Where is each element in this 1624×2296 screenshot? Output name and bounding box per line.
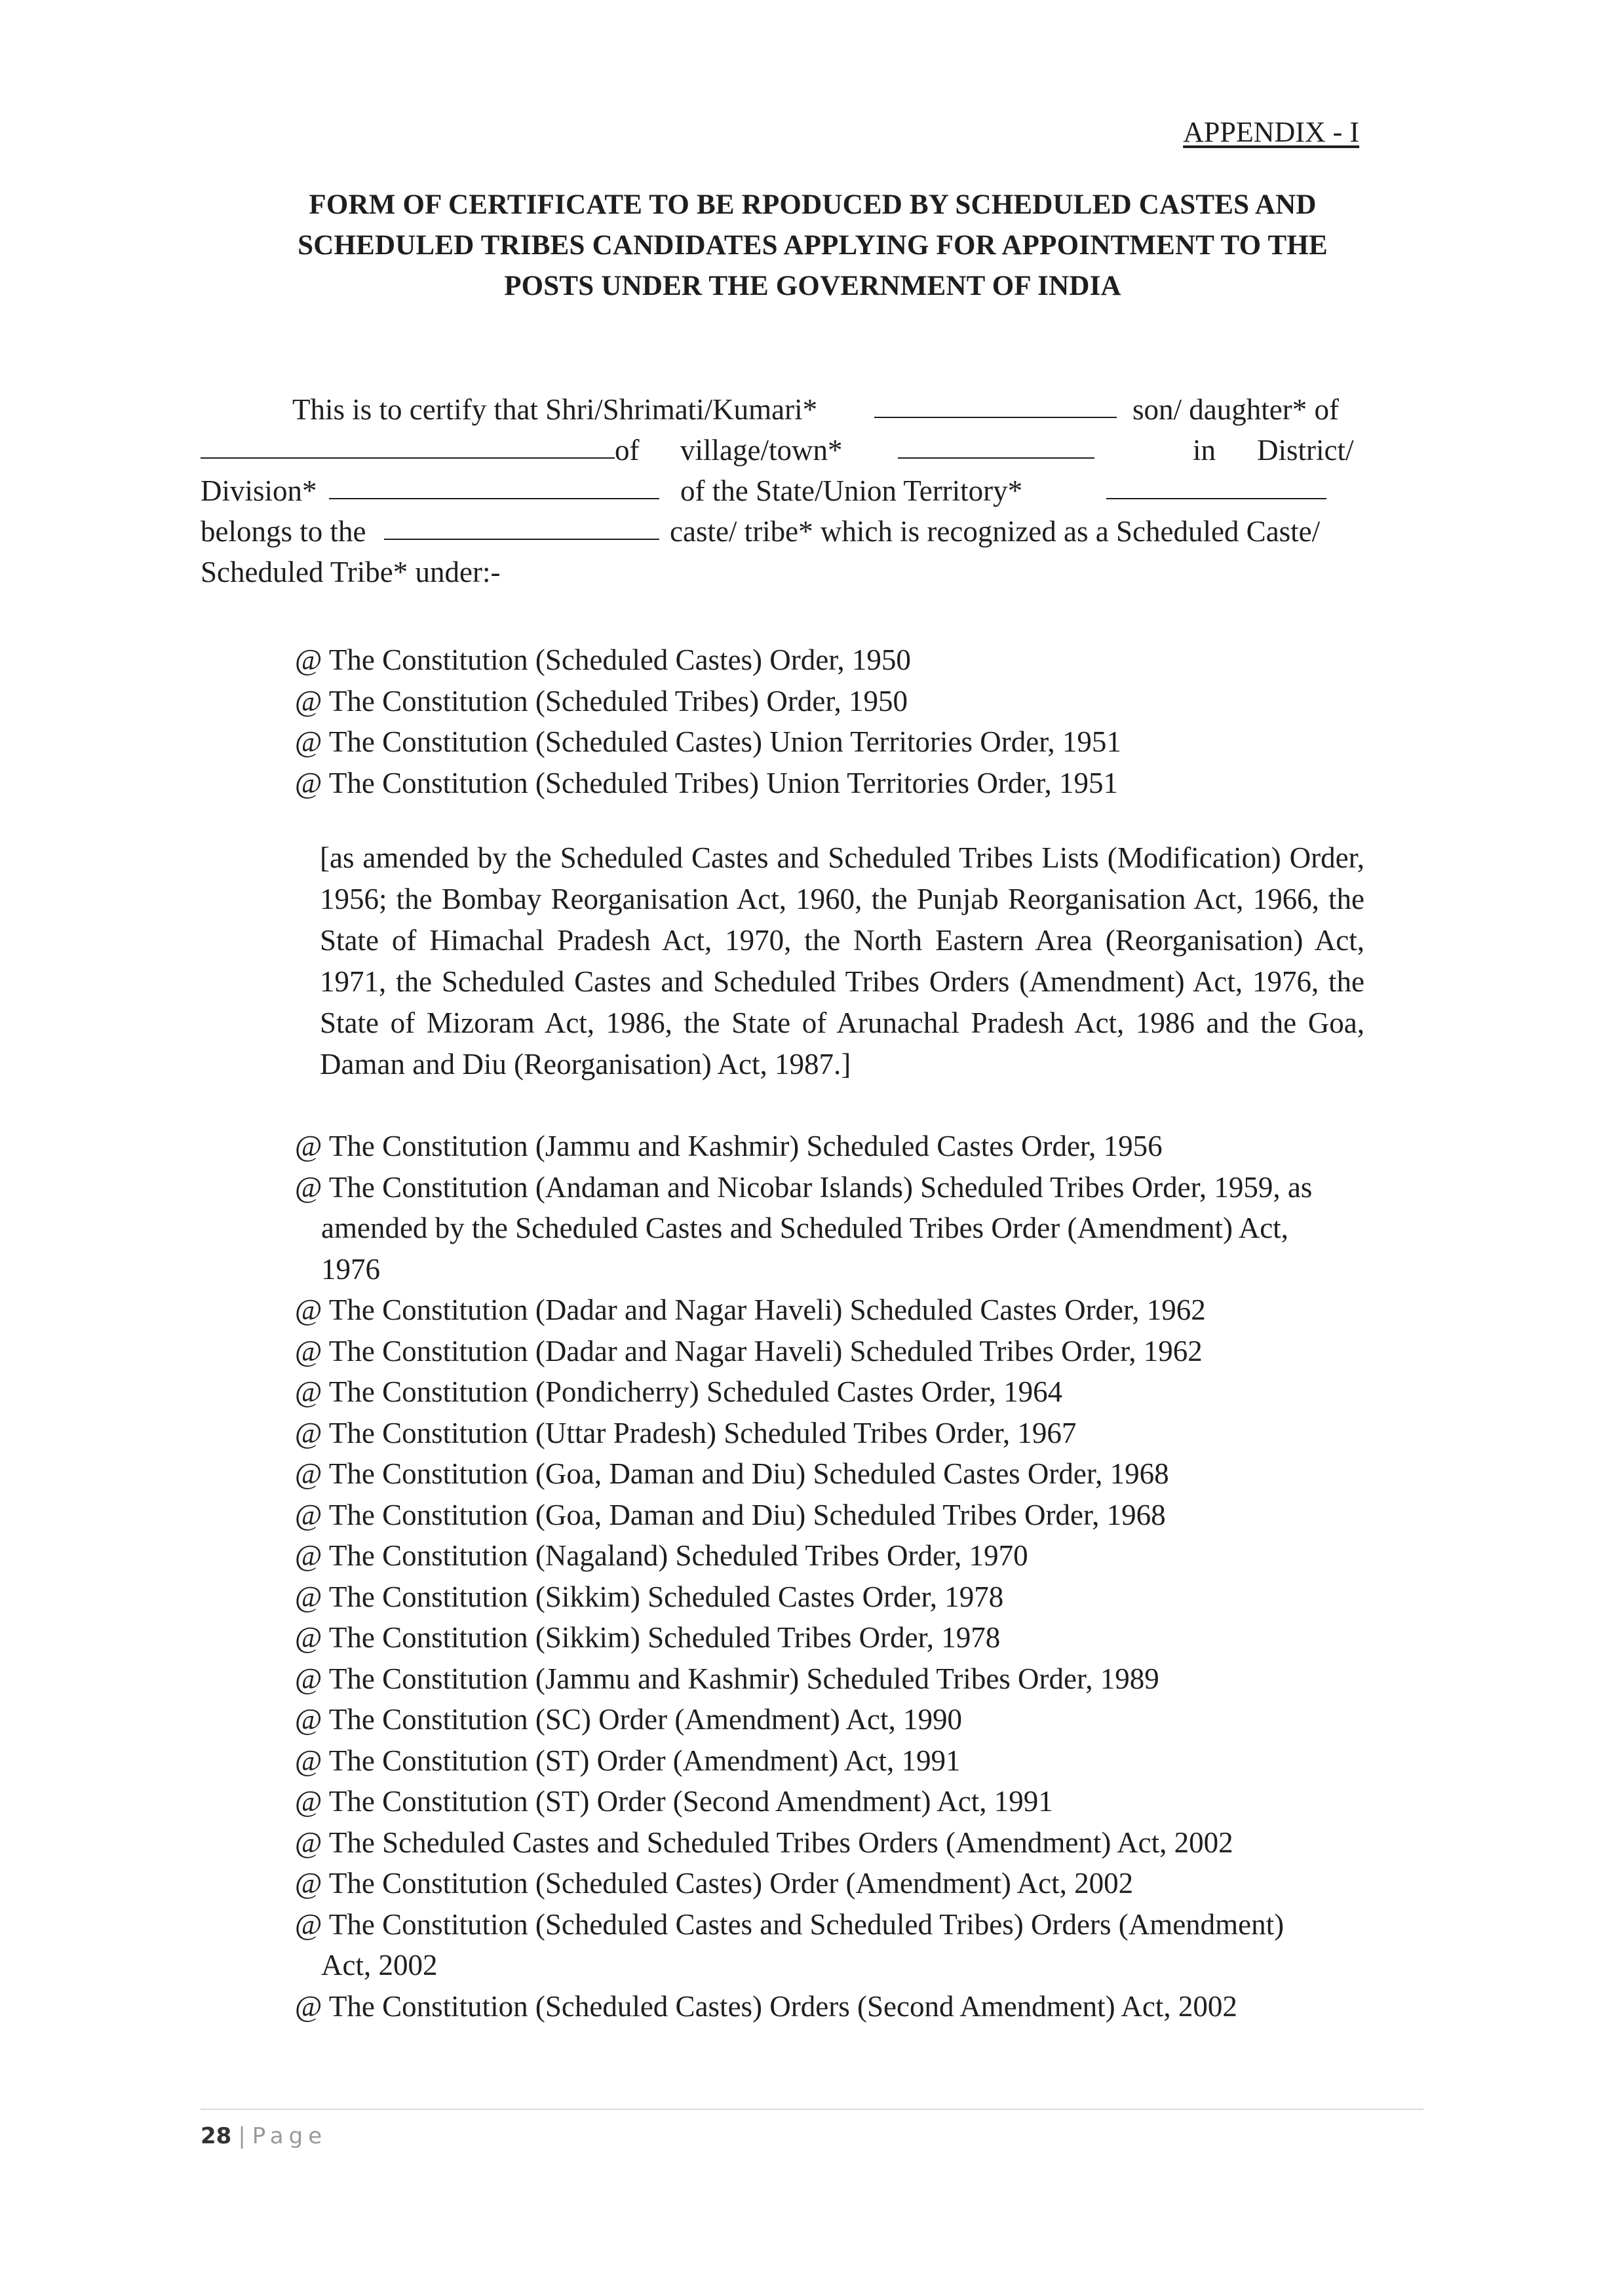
statement-line: [201, 552, 1380, 592]
statement-line: [201, 389, 1380, 430]
statement-text: Scheduled Tribe* under:-: [201, 556, 501, 588]
page-footer: [201, 2123, 327, 2149]
order-item: @ The Constitution (Goa, Daman and Diu) Scheduled Castes Order, 1968: [295, 1457, 1169, 1490]
order-item: @ The Constitution (Sikkim) Scheduled Tribes Order, 1978: [295, 1621, 1001, 1654]
footer-divider: [201, 2109, 1423, 2110]
statement-text: Division*: [201, 474, 317, 507]
order-item: @ The Constitution (Jammu and Kashmir) Scheduled Castes Order, 1956: [295, 1130, 1163, 1162]
statement-text: This is to certify that Shri/Shrimati/Kumari*: [292, 393, 818, 426]
page-number: 28: [201, 2123, 232, 2149]
order-item: @ The Constitution (Goa, Daman and Diu) Scheduled Tribes Order, 1968: [295, 1498, 1166, 1531]
amendment-text: [as amended by the Scheduled Castes and Scheduled Tribes Lists (Modification) Order, 1956; the Bombay Reorganisation Act, 1960, the Punjab Reorganisation Act, 1966, the State of Himachal Pradesh Act, 1970, the North Eastern Area (Reorganisation) Act, 1971, the Scheduled Castes and Scheduled Tribes Orders (Amendment) Act, 1976, the State of Mizoram Act, 1986, the State of Arunachal Pradesh Act, 1986 and the Goa, Daman and Diu (Reorganisation) Act, 1987.]: [320, 841, 1364, 1081]
order-item: @ The Constitution (Scheduled Castes and Scheduled Tribes) Orders (Amendment): [295, 1907, 1285, 1941]
order-item-continuation: Act, 2002: [321, 1949, 438, 1981]
order-item: @ The Constitution (ST) Order (Amendment) Act, 1991: [295, 1744, 961, 1777]
order-item: @ The Constitution (Scheduled Castes) Orders (Second Amendment) Act, 2002: [295, 1989, 1237, 2023]
statement-text: of: [615, 434, 640, 467]
statement-text: District/: [1257, 434, 1354, 467]
order-item: @ The Constitution (Scheduled Tribes) Union Territories Order, 1951: [295, 766, 1118, 799]
statement-text: in: [1193, 434, 1216, 467]
order-item: @ The Constitution (Dadar and Nagar Haveli) Scheduled Castes Order, 1962: [295, 1293, 1206, 1326]
footer-separator: |: [238, 2123, 246, 2149]
order-item-continuation: amended by the Scheduled Castes and Scheduled Tribes Order (Amendment) Act,: [321, 1212, 1288, 1244]
statement-text: caste/ tribe* which is recognized as a Scheduled Caste/: [670, 515, 1321, 548]
parent-name-blank[interactable]: [201, 427, 615, 469]
order-item: @ The Constitution (Andaman and Nicobar Islands) Scheduled Tribes Order, 1959, as: [295, 1170, 1313, 1204]
caste-tribe-blank[interactable]: [384, 508, 659, 550]
statement-line: [201, 430, 1380, 470]
order-item: @ The Constitution (Jammu and Kashmir) Scheduled Tribes Order, 1989: [295, 1662, 1159, 1695]
order-item: @ The Constitution (SC) Order (Amendment) Act, 1990: [295, 1703, 962, 1736]
statement-line: [201, 511, 1380, 552]
order-item-continuation: 1976: [321, 1252, 380, 1286]
title-line: FORM OF CERTIFICATE TO BE RPODUCED BY SCHEDULED CASTES AND: [309, 189, 1317, 220]
order-item: @ The Scheduled Castes and Scheduled Tribes Orders (Amendment) Act, 2002: [295, 1826, 1233, 1859]
statement-line: [201, 470, 1380, 511]
page-label: Page: [252, 2123, 328, 2149]
statement-text: of the State/Union Territory*: [680, 474, 1023, 507]
title-line: POSTS UNDER THE GOVERNMENT OF INDIA: [504, 271, 1121, 301]
order-item: @ The Constitution (Uttar Pradesh) Scheduled Tribes Order, 1967: [295, 1416, 1077, 1449]
amendment-note: [320, 837, 1364, 1085]
order-item: @ The Constitution (Dadar and Nagar Haveli) Scheduled Tribes Order, 1962: [295, 1334, 1203, 1368]
statement-text: village/town*: [680, 434, 843, 467]
village-town-blank[interactable]: [898, 427, 1094, 469]
statement-text: son/ daughter* of: [1132, 393, 1339, 426]
certificate-statement: [201, 389, 1380, 592]
order-item: @ The Constitution (Sikkim) Scheduled Castes Order, 1978: [295, 1580, 1004, 1613]
order-item: @ The Constitution (Scheduled Castes) Order (Amendment) Act, 2002: [295, 1867, 1134, 1900]
form-title: [190, 185, 1435, 307]
order-item: @ The Constitution (Nagaland) Scheduled Tribes Order, 1970: [295, 1539, 1028, 1572]
order-item: @ The Constitution (Scheduled Tribes) Order, 1950: [295, 684, 908, 718]
district-division-blank[interactable]: [329, 468, 659, 510]
order-item: @ The Constitution (Scheduled Castes) Order, 1950: [295, 643, 911, 676]
order-item: @ The Constitution (ST) Order (Second Amendment) Act, 1991: [295, 1785, 1053, 1818]
statement-text: belongs to the: [201, 515, 366, 548]
order-item: @ The Constitution (Pondicherry) Scheduled Castes Order, 1964: [295, 1375, 1063, 1408]
order-item: @ The Constitution (Scheduled Castes) Union Territories Order, 1951: [295, 725, 1121, 758]
name-blank[interactable]: [874, 387, 1117, 429]
orders-list-part2: [295, 1126, 1383, 2027]
orders-list-part1: [295, 640, 1121, 803]
appendix-label: APPENDIX - I: [1183, 116, 1359, 148]
title-line: SCHEDULED TRIBES CANDIDATES APPLYING FOR APPOINTMENT TO THE: [298, 230, 1328, 261]
state-ut-blank[interactable]: [1106, 468, 1326, 510]
